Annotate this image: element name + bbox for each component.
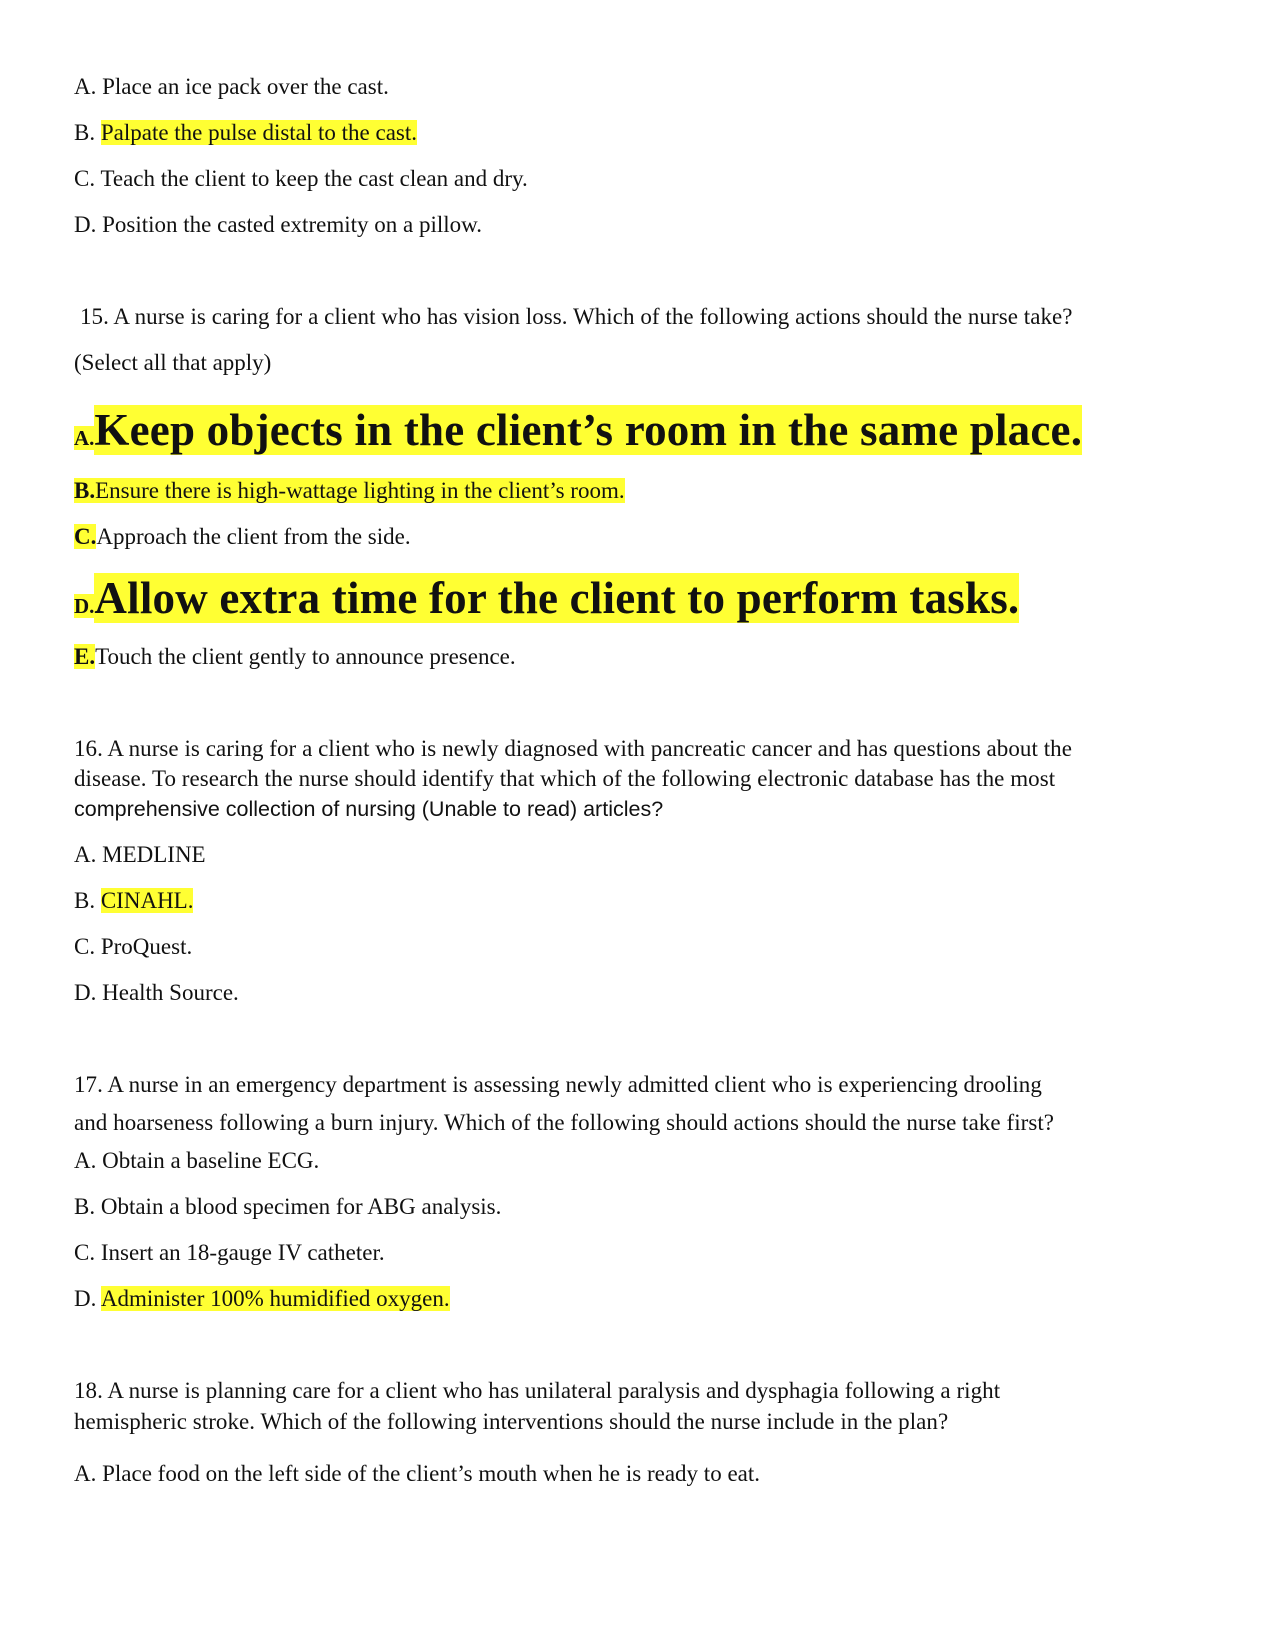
option-letter: A. [74,1461,97,1486]
q14-option-b [74,118,417,148]
q15-option-b [74,476,625,506]
q16-stem-line1: 16. A nurse is caring for a client who is newly diagnosed with pancreatic cancer and has questions about the [74,736,1072,761]
option-letter: A. [74,426,95,450]
option-letter: B. [74,120,96,145]
q17-option-c [74,1238,385,1268]
q14-option-a [74,72,389,102]
option-letter: C. [74,524,97,549]
option-letter: A. [74,842,97,867]
q14-option-c [74,164,528,194]
q16-option-c [74,932,192,962]
option-text: Obtain a blood specimen for ABG analysis. [100,1194,502,1219]
q14-option-d [74,210,482,240]
option-letter: C. [74,166,96,191]
option-letter: E. [74,644,96,669]
option-text: Approach the client from the side. [96,524,411,549]
q15-option-a [74,402,1082,466]
option-letter: A. [74,1148,97,1173]
option-text: Teach the client to keep the cast clean and dry. [100,166,528,191]
q15-option-c [74,522,411,552]
highlighted-answer-text: Ensure there is high-wattage lighting in the client’s room. [95,478,625,503]
option-letter: C. [74,1240,96,1265]
q17-option-a [74,1146,319,1176]
option-text: MEDLINE [102,842,206,867]
option-letter: C. [74,934,96,959]
q15-stem-line1: 15. A nurse is caring for a client who has vision loss. Which of the following actions should the nurse take? [80,304,1073,329]
q16-stem-line2: disease. To research the nurse should identify that which of the following electronic database has the most [74,766,1056,791]
option-text: Insert an 18-gauge IV catheter. [100,1240,385,1265]
q18-stem-line1: 18. A nurse is planning care for a client who has unilateral paralysis and dysphagia following a right [74,1378,1001,1403]
q17-stem-line1: 17. A nurse in an emergency department is assessing newly admitted client who is experiencing drooling [74,1072,1042,1097]
q16-stem-line3: comprehensive collection of nursing (Unable to read) articles? [74,797,664,821]
option-text: Position the casted extremity on a pillow. [102,212,482,237]
option-letter: D. [74,212,97,237]
option-letter: B. [74,1194,96,1219]
highlighted-answer-text: Keep objects in the client’s room in the same place. [94,405,1083,455]
q17-stem-line2: and hoarseness following a burn injury. Which of the following should actions should the nurse take first? [74,1110,1055,1135]
q16-option-b [74,886,193,916]
option-text: Place an ice pack over the cast. [102,74,389,99]
option-letter: B. [74,888,96,913]
option-letter: B. [74,478,96,503]
highlighted-answer-text: Administer 100% humidified oxygen. [100,1286,450,1311]
q15-stem-line2: (Select all that apply) [74,350,272,375]
option-letter: D. [74,594,95,618]
option-text: Health Source. [102,980,239,1005]
q15-option-e [74,642,516,672]
highlighted-answer-text: CINAHL. [100,888,194,913]
q15-option-d [74,570,1019,634]
option-text: Obtain a baseline ECG. [102,1148,320,1173]
q18-option-a [74,1459,760,1489]
q17-option-b [74,1192,501,1222]
q18-stem-line2: hemispheric stroke. Which of the following interventions should the nurse include in the plan? [74,1409,949,1434]
option-text: ProQuest. [100,934,193,959]
q16-option-d [74,978,239,1008]
q17-option-d [74,1284,450,1314]
option-text: Place food on the left side of the client’s mouth when he is ready to eat. [102,1461,760,1486]
q16-option-a [74,840,206,870]
option-letter: D. [74,1286,97,1311]
highlighted-answer-text: Palpate the pulse distal to the cast. [100,120,418,145]
option-letter: D. [74,980,97,1005]
option-text: Touch the client gently to announce presence. [95,644,516,669]
highlighted-answer-text: Allow extra time for the client to perform tasks. [94,573,1020,623]
option-letter: A. [74,74,97,99]
